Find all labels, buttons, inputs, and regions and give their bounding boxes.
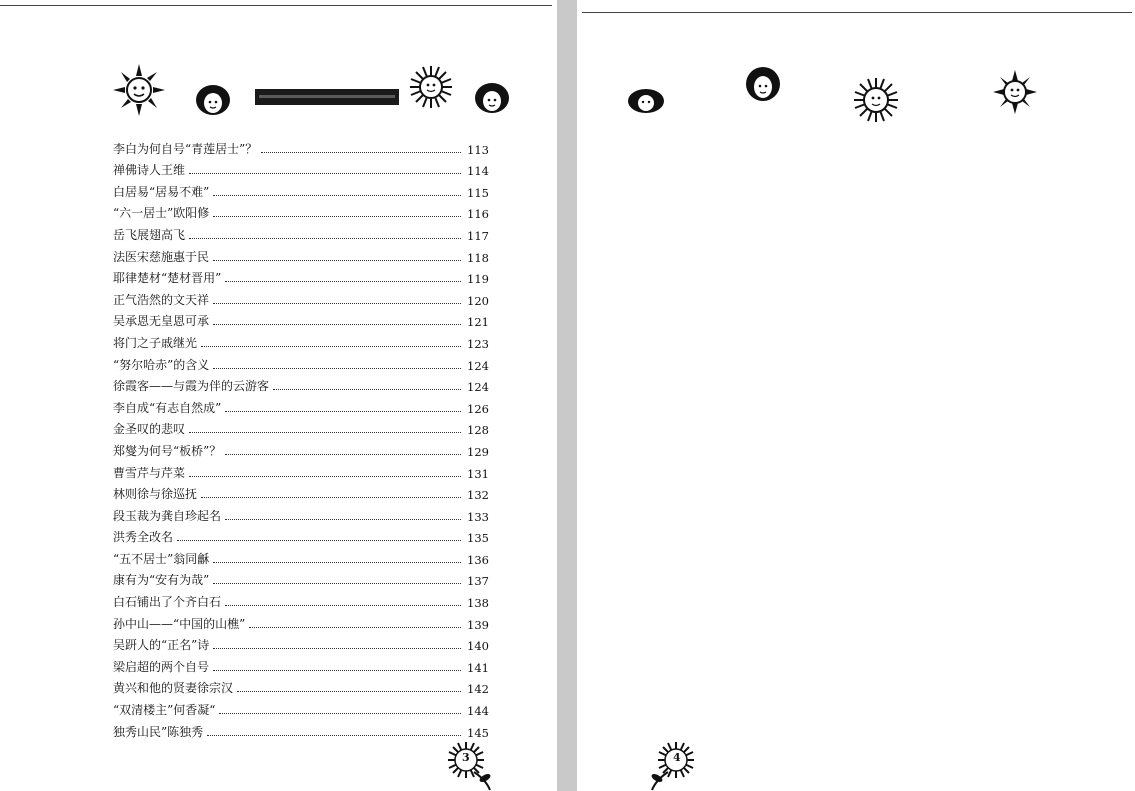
toc-entry-title: 孙中山——“中国的山樵” xyxy=(113,616,246,631)
toc-entry-title: 吴趼人的“正名”诗 xyxy=(113,638,210,653)
toc-entry xyxy=(113,696,489,718)
toc-entry xyxy=(113,481,489,503)
left-page xyxy=(0,0,557,791)
sun-face-icon xyxy=(993,70,1037,114)
flower-icon xyxy=(642,740,702,790)
toc-leader-dots xyxy=(213,195,461,196)
girl-face-icon xyxy=(745,66,781,106)
toc-leader-dots xyxy=(189,476,461,477)
toc-entry-page: 138 xyxy=(467,596,489,611)
toc-entry xyxy=(113,135,489,157)
toc-entry xyxy=(113,351,489,373)
girl-face-icon xyxy=(474,82,510,116)
toc-leader-dots xyxy=(201,346,461,347)
toc-leader-dots xyxy=(213,562,461,563)
toc-entry xyxy=(113,653,489,675)
toc-entry-page: 117 xyxy=(467,228,489,243)
toc-entry xyxy=(113,675,489,697)
toc-leader-dots xyxy=(189,173,461,174)
toc-leader-dots xyxy=(225,454,461,455)
toc-entry-page: 139 xyxy=(467,617,489,632)
toc-entry xyxy=(113,416,489,438)
toc-leader-dots xyxy=(273,389,461,390)
toc-entry-title: 耶律楚材“楚材晋用” xyxy=(113,271,222,286)
toc-entry-title: 李白为何自号“青莲居士”？ xyxy=(113,141,258,156)
toc-entry xyxy=(113,243,489,265)
page-number: 4 xyxy=(673,751,681,764)
toc-entry-title: 白石铺出了个齐白石 xyxy=(113,595,222,610)
toc-entry-page: 144 xyxy=(467,704,489,719)
toc-entry xyxy=(113,200,489,222)
toc-leader-dots xyxy=(249,627,461,628)
toc-entry-title: “六一居士”欧阳修 xyxy=(113,206,210,221)
toc-entry-title: 曹雪芹与芹菜 xyxy=(113,465,186,480)
toc-entry-title: 正气浩然的文天祥 xyxy=(113,292,210,307)
toc-entry-page: 140 xyxy=(467,639,489,654)
toc-entry-title: 徐霞客——与霞为伴的云游客 xyxy=(113,379,270,394)
sun-face-icon xyxy=(854,78,898,122)
top-rule xyxy=(0,5,552,6)
toc-entry xyxy=(113,437,489,459)
toc-entry-title: 林则徐与徐巡抚 xyxy=(113,487,198,502)
toc-leader-dots xyxy=(225,411,461,412)
toc-entry-page: 113 xyxy=(467,142,489,157)
toc-leader-dots xyxy=(213,216,461,217)
toc-leader-dots xyxy=(213,260,461,261)
header-bar xyxy=(255,89,399,105)
toc-leader-dots xyxy=(225,605,461,606)
right-page xyxy=(577,0,1135,791)
toc-entry-page: 128 xyxy=(467,423,489,438)
toc-leader-dots xyxy=(237,691,461,692)
toc-entry-page: 116 xyxy=(467,207,489,222)
toc-leader-dots xyxy=(225,281,461,282)
toc-leader-dots xyxy=(213,648,461,649)
toc-entry-title: 康有为“安有为哉” xyxy=(113,573,210,588)
toc-entry-title: 将门之子戚继光 xyxy=(113,335,198,350)
table-of-contents xyxy=(113,135,489,740)
toc-leader-dots xyxy=(207,735,461,736)
toc-entry-page: 118 xyxy=(467,250,489,265)
toc-entry-page: 121 xyxy=(467,315,489,330)
toc-entry-title: 郑燮为何号“板桥”？ xyxy=(113,443,222,458)
toc-leader-dots xyxy=(189,238,461,239)
toc-entry xyxy=(113,459,489,481)
toc-entry xyxy=(113,588,489,610)
toc-leader-dots xyxy=(213,324,461,325)
toc-entry xyxy=(113,329,489,351)
toc-entry-title: 梁启超的两个自号 xyxy=(113,659,210,674)
toc-entry-page: 115 xyxy=(467,185,489,200)
toc-entry-title: 金圣叹的悲叹 xyxy=(113,422,186,437)
toc-leader-dots xyxy=(213,670,461,671)
toc-entry-page: 126 xyxy=(467,401,489,416)
toc-entry-page: 119 xyxy=(467,272,489,287)
toc-entry-title: 法医宋慈施惠于民 xyxy=(113,249,210,264)
toc-entry-title: 岳飞展翅高飞 xyxy=(113,227,186,242)
toc-entry-page: 124 xyxy=(467,358,489,373)
toc-entry xyxy=(113,632,489,654)
girl-face-icon xyxy=(627,88,665,114)
toc-leader-dots xyxy=(213,303,461,304)
top-rule xyxy=(582,12,1132,13)
toc-entry-title: 段玉裁为龚自珍起名 xyxy=(113,508,222,523)
toc-entry-page: 129 xyxy=(467,444,489,459)
toc-leader-dots xyxy=(213,583,461,584)
toc-entry xyxy=(113,178,489,200)
toc-entry-title: 吴承恩无皇恩可承 xyxy=(113,314,210,329)
toc-entry-page: 114 xyxy=(467,164,489,179)
toc-entry-page: 133 xyxy=(467,509,489,524)
toc-leader-dots xyxy=(213,368,461,369)
toc-entry-title: 禅佛诗人王维 xyxy=(113,163,186,178)
toc-entry xyxy=(113,394,489,416)
toc-entry-page: 145 xyxy=(467,725,489,740)
toc-leader-dots xyxy=(261,152,461,153)
page-gap xyxy=(557,0,577,791)
toc-leader-dots xyxy=(177,540,461,541)
toc-entry-page: 132 xyxy=(467,488,489,503)
toc-entry xyxy=(113,610,489,632)
toc-entry xyxy=(113,373,489,395)
toc-entry xyxy=(113,265,489,287)
toc-entry-page: 135 xyxy=(467,531,489,546)
girl-face-icon xyxy=(195,84,231,118)
toc-entry xyxy=(113,221,489,243)
toc-leader-dots xyxy=(219,713,461,714)
toc-entry-title: “五不居士”翁同龢 xyxy=(113,551,210,566)
toc-entry-title: “双清楼主”何香凝“ xyxy=(113,703,216,718)
page-number: 3 xyxy=(462,751,470,764)
toc-entry-page: 131 xyxy=(467,466,489,481)
toc-entry xyxy=(113,502,489,524)
toc-entry xyxy=(113,524,489,546)
toc-entry-title: “努尔哈赤”的含义 xyxy=(113,357,210,372)
sun-face-icon xyxy=(113,64,165,116)
toc-entry xyxy=(113,308,489,330)
toc-entry xyxy=(113,286,489,308)
toc-entry-title: 李自成“有志自然成” xyxy=(113,400,222,415)
toc-entry xyxy=(113,718,489,740)
toc-entry-page: 136 xyxy=(467,552,489,567)
toc-entry xyxy=(113,567,489,589)
toc-entry xyxy=(113,545,489,567)
toc-entry-page: 120 xyxy=(467,293,489,308)
toc-leader-dots xyxy=(225,519,461,520)
sun-face-icon xyxy=(410,66,452,108)
toc-entry-title: 洪秀全改名 xyxy=(113,530,174,545)
toc-entry-title: 白居易“居易不难” xyxy=(113,184,210,199)
toc-entry-title: 黄兴和他的贤妻徐宗汉 xyxy=(113,681,234,696)
toc-entry-page: 142 xyxy=(467,682,489,697)
toc-entry-title: 独秀山民”陈独秀 xyxy=(113,724,204,739)
toc-entry xyxy=(113,157,489,179)
toc-entry-page: 123 xyxy=(467,336,489,351)
toc-leader-dots xyxy=(201,497,461,498)
toc-entry-page: 137 xyxy=(467,574,489,589)
flower-icon xyxy=(440,740,500,790)
toc-entry-page: 141 xyxy=(467,660,489,675)
toc-entry-page: 124 xyxy=(467,380,489,395)
toc-leader-dots xyxy=(189,432,461,433)
